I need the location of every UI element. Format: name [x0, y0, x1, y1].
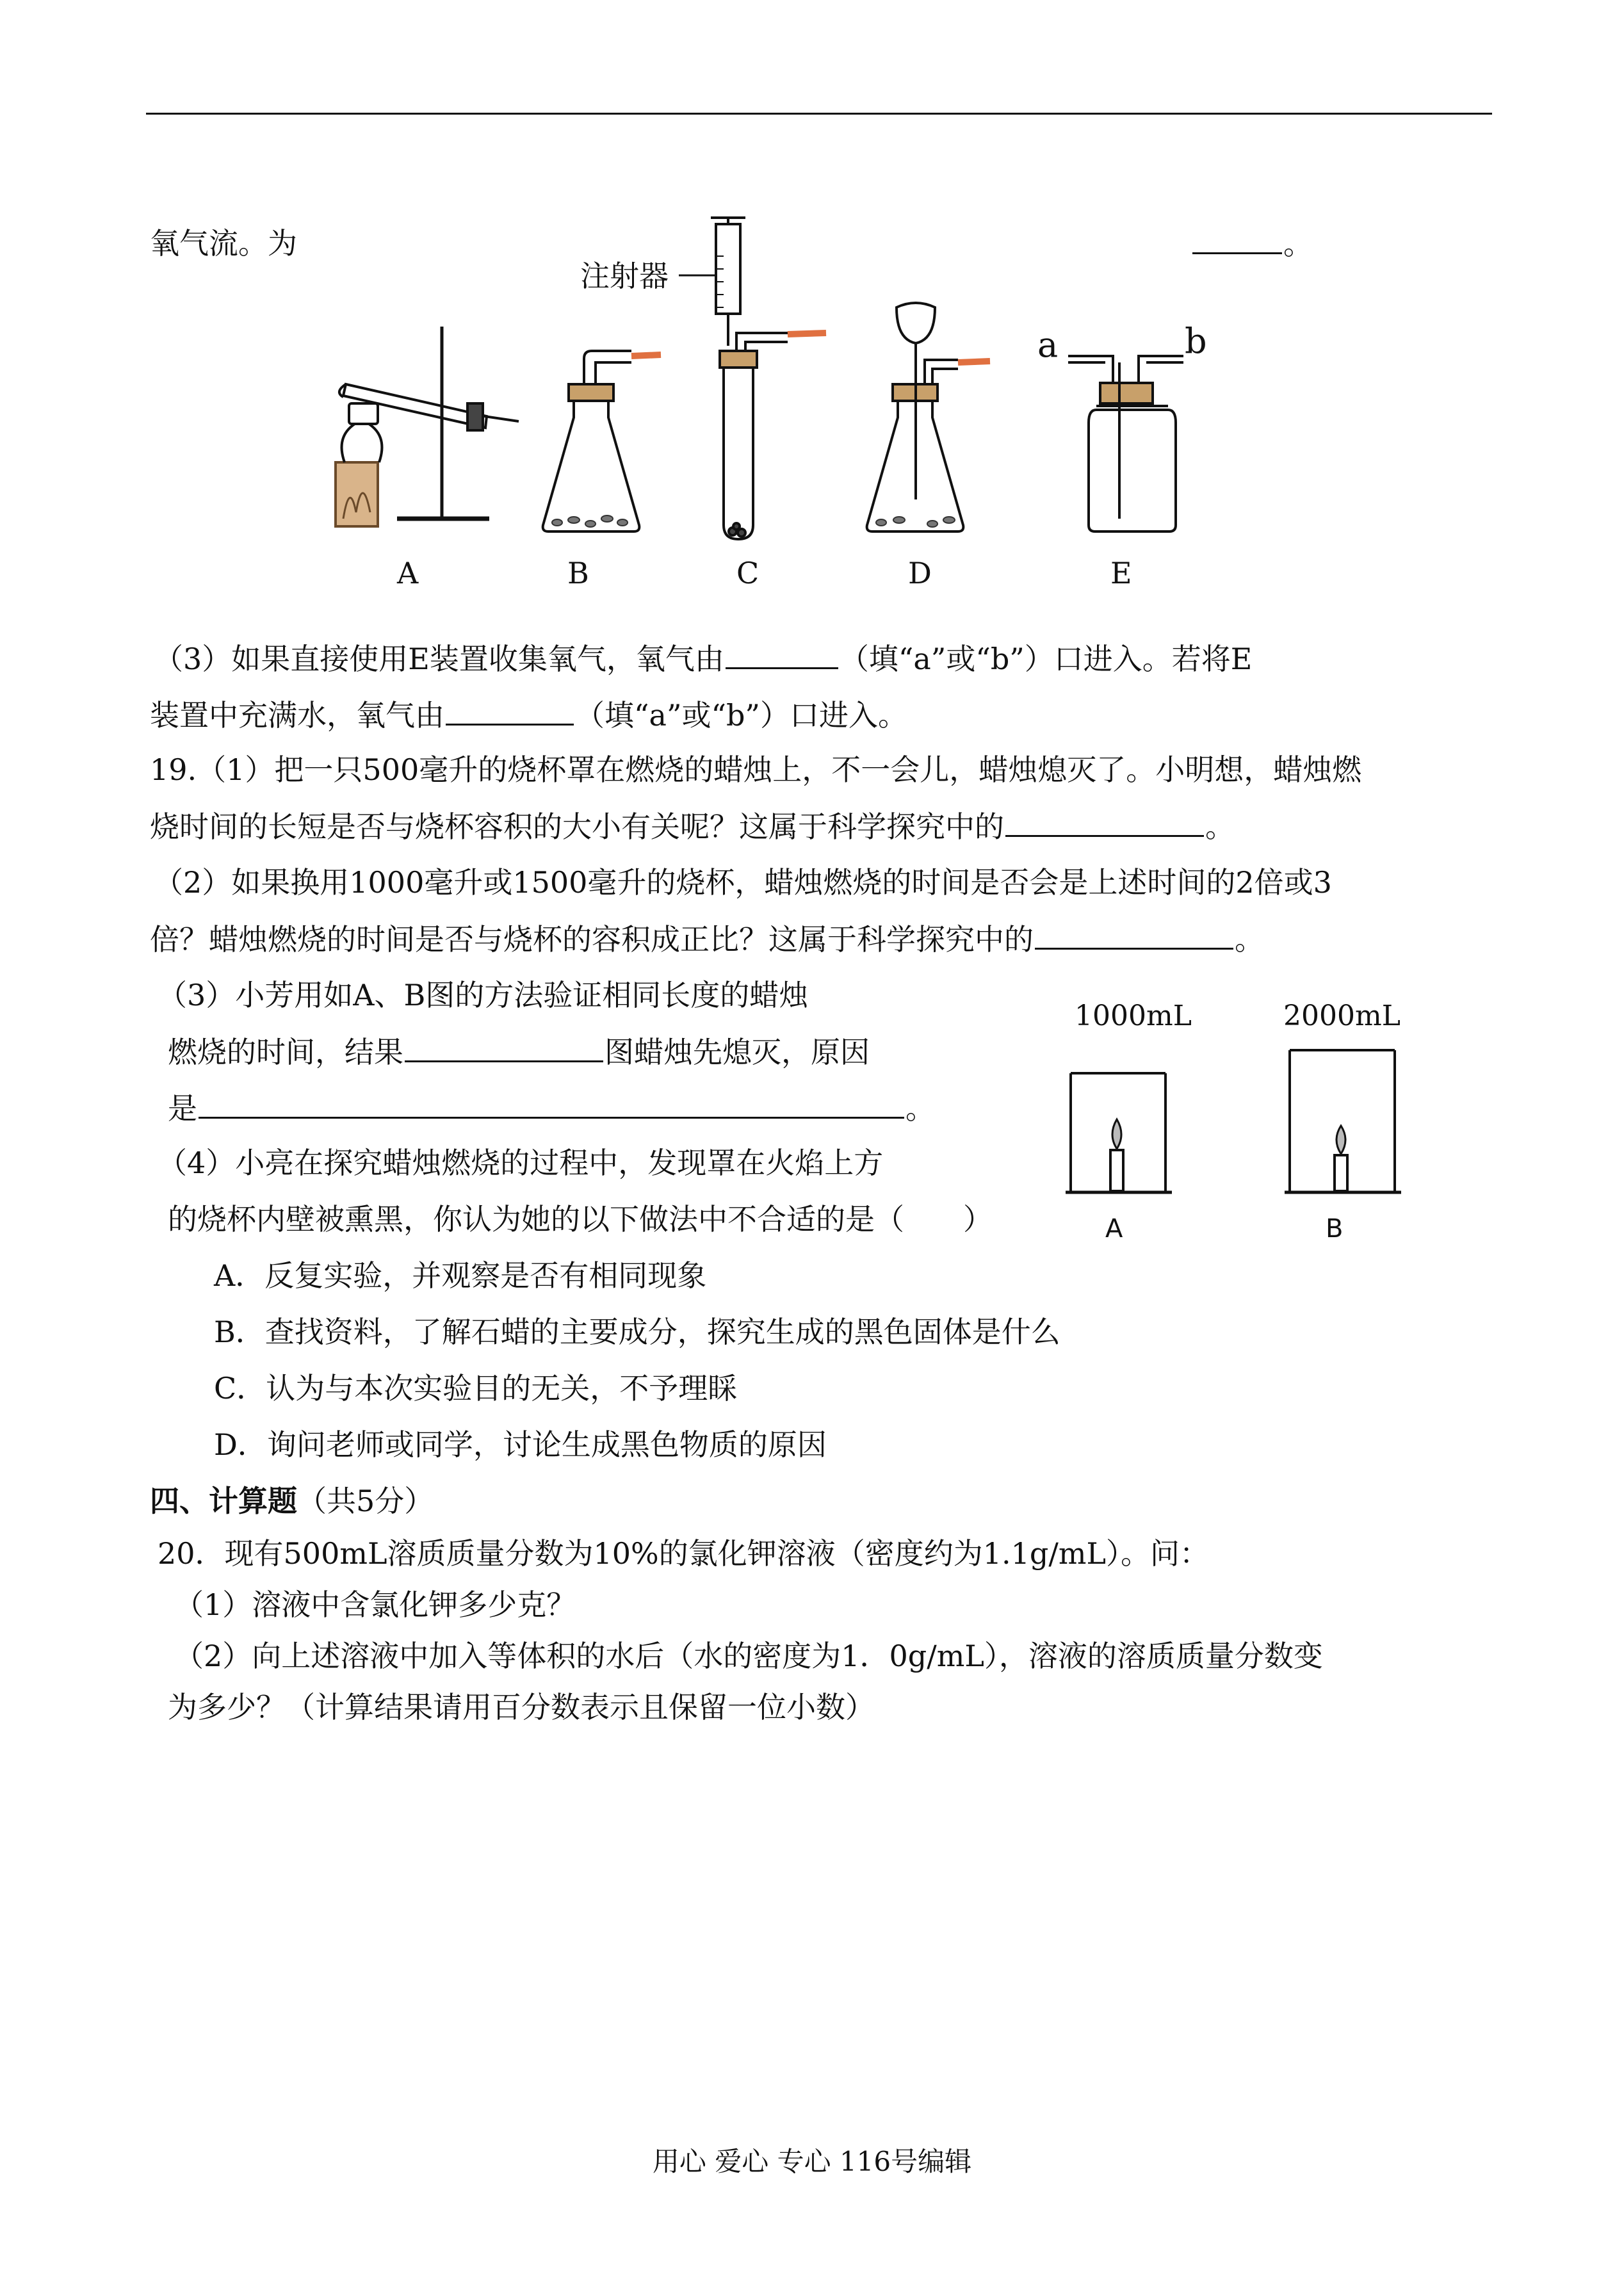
apparatus-a — [336, 327, 519, 526]
q18-line-end: 。 — [1191, 224, 1313, 263]
syringe-label: 注射器 — [580, 259, 669, 293]
answer-blank[interactable] — [1005, 807, 1204, 837]
beaker-a-label: A — [1105, 1214, 1123, 1244]
q19-p2-line2: 倍？蜡烛燃烧的时间是否与烧杯的容积成正比？这属于科学探究中的 。 — [150, 920, 1264, 959]
apparatus-b — [543, 351, 661, 531]
apparatus-c — [711, 218, 826, 539]
q18-p3-line1: （3）如果直接使用E装置收集氧气，氧气由 （填“a”或“b”）口进入。若将E — [154, 639, 1252, 678]
beaker-b-volume: 2000mL — [1283, 1000, 1401, 1032]
apparatus-label-d: D — [908, 556, 932, 590]
option-b: B．查找资料，了解石蜡的主要成分，探究生成的黑色固体是什么 — [214, 1315, 1060, 1349]
beaker-b — [1285, 1050, 1401, 1192]
beaker-b-label: B — [1326, 1214, 1344, 1244]
option-c: C．认为与本次实验目的无关，不予理睬 — [214, 1371, 738, 1406]
answer-blank[interactable] — [199, 1089, 904, 1119]
q19-p1-line1: 19.（1）把一只500毫升的烧杯罩在燃烧的蜡烛上，不一会儿，蜡烛熄灭了。小明想，蜡烛燃 — [150, 752, 1362, 787]
q19-p4-line2: 的烧杯内壁被熏黑，你认为她的以下做法中不合适的是（ ） — [168, 1202, 993, 1237]
option-d: D．询问老师或同学，讨论生成黑色物质的原因 — [214, 1427, 827, 1462]
answer-blank[interactable] — [446, 695, 574, 726]
q20-sub1: （1）溶液中含氯化钾多少克？ — [174, 1587, 576, 1622]
q19-p1-line2: 烧时间的长短是否与烧杯容积的大小有关呢？这属于科学探究中的 。 — [150, 807, 1235, 846]
answer-blank[interactable] — [405, 1032, 603, 1062]
apparatus-label-e: E — [1110, 556, 1132, 590]
apparatus-label-c: C — [736, 556, 759, 590]
apparatus-label-a: A — [397, 556, 419, 590]
q20-sub2-line2: 为多少？（计算结果请用百分数表示且保留一位小数） — [168, 1690, 875, 1724]
option-a: A．反复实验，并观察是否有相同现象 — [214, 1258, 707, 1293]
beaker-a-volume: 1000mL — [1075, 1000, 1192, 1032]
q19-p2-line1: （2）如果换用1000毫升或1500毫升的烧杯，蜡烛燃烧的时间是否会是上述时间的2倍或3 — [154, 865, 1332, 900]
q19-p3-line3: 是 。 — [168, 1089, 935, 1128]
q20-stem: 20．现有500mL溶质质量分数为10%的氯化钾溶液（密度约为1.1g/mL）。问： — [158, 1536, 1210, 1571]
q19-p3-line1: （3）小芳用如A、B图的方法验证相同长度的蜡烛 — [158, 978, 809, 1012]
q18-p3-line2: 装置中充满水，氧气由 （填“a”或“b”）口进入。 — [150, 695, 907, 734]
section4-heading — [150, 1482, 434, 1520]
q20-sub2-line1: （2）向上述溶液中加入等体积的水后（水的密度为1．0g/mL），溶液的溶质质量分数变 — [174, 1639, 1323, 1673]
answer-blank[interactable] — [1035, 920, 1233, 950]
apparatus-e — [1068, 356, 1183, 531]
port-b-label: b — [1185, 321, 1207, 361]
q19-p4-line1: （4）小亮在探究蜡烛燃烧的过程中，发现罩在火焰上方 — [158, 1146, 884, 1180]
answer-blank[interactable] — [726, 639, 838, 669]
section4-points: （共5分） — [297, 1484, 434, 1518]
apparatus-label-b: B — [567, 556, 589, 590]
port-a-label: a — [1037, 325, 1059, 365]
q18-line-start: 氧气流。为 — [150, 226, 297, 261]
section4-title: 四、计算题 — [150, 1484, 297, 1518]
q19-p3-line2: 燃烧的时间，结果 图蜡烛先熄灭，原因 — [168, 1032, 870, 1071]
page-footer: 用心 爱心 专心 116号编辑 — [652, 2146, 972, 2177]
beaker-a — [1066, 1073, 1172, 1192]
apparatus-d — [867, 303, 990, 531]
